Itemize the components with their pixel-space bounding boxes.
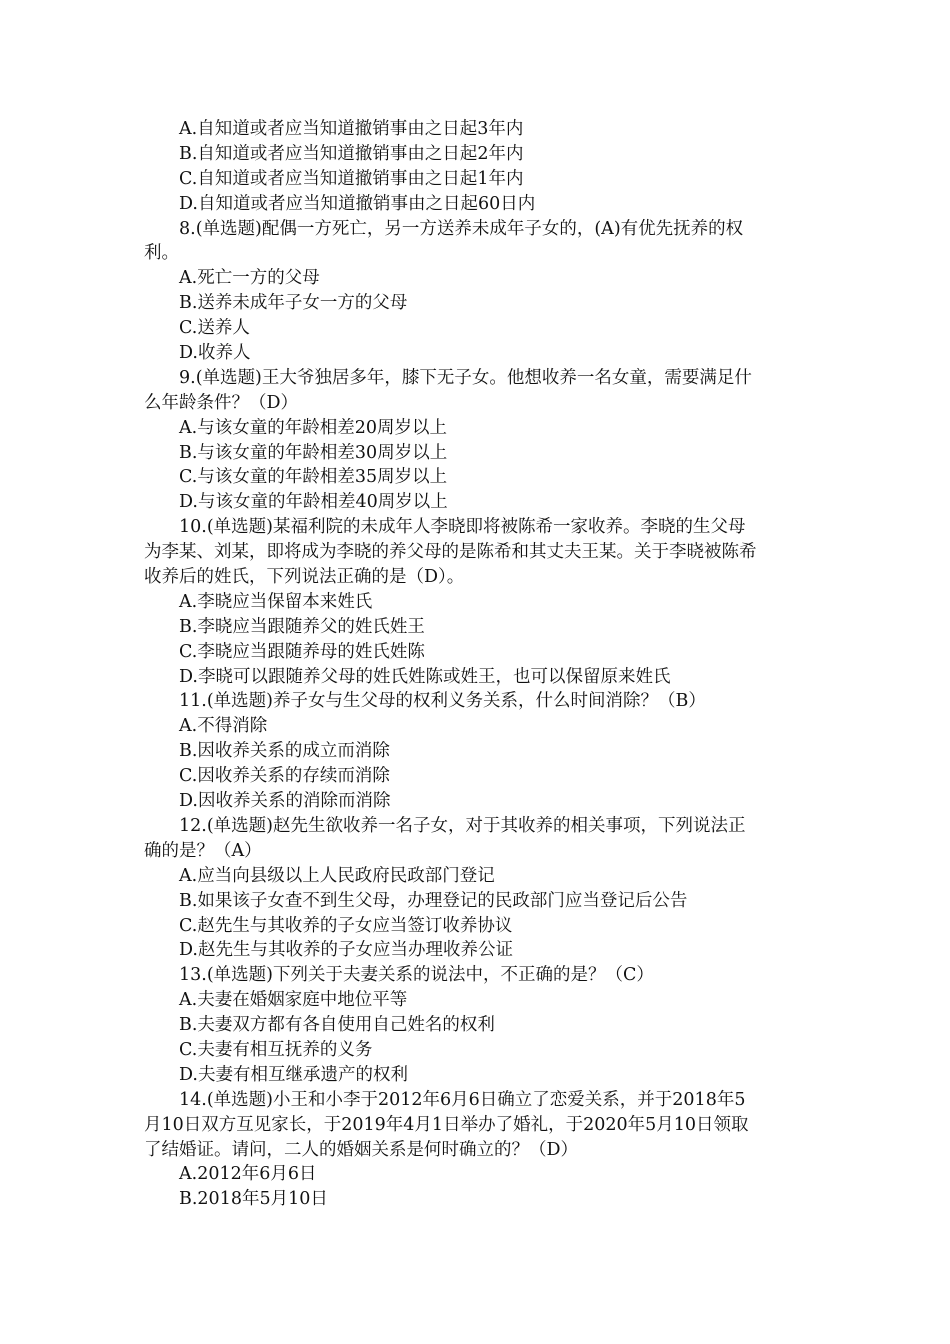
answer-option: A.自知道或者应当知道撤销事由之日起3年内 [179,119,524,139]
answer-option: A.死亡一方的父母 [179,268,320,289]
page-body [144,117,812,1212]
answer-option: A.2012年6月6日 [179,1164,317,1185]
answer-option: A.应当向县级以上人民政府民政部门登记 [179,865,495,886]
answer-option: B.如果该子女查不到生父母，办理登记的民政部门应当登记后公告 [179,890,688,911]
question-text: 8.(单选题)配偶一方死亡，另一方送养未成年子女的，(A)有优先抚养的权 [179,218,744,239]
answer-option: C.因收养关系的存续而消除 [179,766,390,787]
answer-option: D.赵先生与其收养的子女应当办理收养公证 [179,940,513,961]
question-text: 14.(单选题)小王和小李于2012年6月6日确立了恋爱关系，并于2018年5 [179,1089,746,1110]
answer-option: D.因收养关系的消除而消除 [179,791,391,812]
answer-option: D.与该女童的年龄相差40周岁以上 [179,492,448,513]
question-continuation: 收养后的姓氏，下列说法正确的是（D）。 [144,567,465,588]
answer-option: C.夫妻有相互抚养的义务 [179,1039,373,1060]
question-continuation: 月10日双方互见家长，于2019年4月1日举办了婚礼，于2020年5月10日领取 [144,1114,749,1135]
answer-option: C.李晓应当跟随养母的姓氏姓陈 [179,641,425,662]
question-text: 13.(单选题)下列关于夫妻关系的说法中，不正确的是？（C） [179,965,654,986]
question-continuation: 么年龄条件？（D） [144,392,299,413]
answer-option: B.因收养关系的成立而消除 [179,741,390,762]
question-text: 12.(单选题)赵先生欲收养一名子女，对于其收养的相关事项，下列说法正 [179,815,746,836]
answer-option: D.夫妻有相互继承遗产的权利 [179,1064,408,1085]
question-continuation: 了结婚证。请问，二人的婚姻关系是何时确立的？（D） [144,1139,579,1160]
answer-option: C.送养人 [179,318,250,339]
answer-option: C.赵先生与其收养的子女应当签订收养协议 [179,915,513,936]
answer-option: D.自知道或者应当知道撤销事由之日起60日内 [179,193,536,214]
question-continuation: 利。 [144,243,179,264]
answer-option: B.李晓应当跟随养父的姓氏姓王 [179,616,425,637]
question-text: 10.(单选题)某福利院的未成年人李晓即将被陈希一家收养。李晓的生父母 [179,517,746,538]
answer-option: B.自知道或者应当知道撤销事由之日起2年内 [179,143,524,164]
answer-option: A.李晓应当保留本来姓氏 [179,591,373,612]
answer-option: D.收养人 [179,343,251,364]
answer-option: B.与该女童的年龄相差30周岁以上 [179,442,448,463]
question-text: 11.(单选题)养子女与生父母的权利义务关系，什么时间消除？（B） [179,691,706,712]
question-text: 9.(单选题)王大爷独居多年，膝下无子女。他想收养一名女童，需要满足什 [179,367,752,388]
answer-option: B.2018年5月10日 [179,1189,328,1210]
answer-option: A.不得消除 [179,716,268,737]
answer-option: C.与该女童的年龄相差35周岁以上 [179,467,448,488]
answer-option: B.夫妻双方都有各自使用自己姓名的权利 [179,1015,495,1036]
question-continuation: 确的是？（A） [144,840,262,861]
answer-option: B.送养未成年子女一方的父母 [179,293,408,314]
answer-option: A.与该女童的年龄相差20周岁以上 [179,417,447,438]
answer-option: C.自知道或者应当知道撤销事由之日起1年内 [179,168,524,189]
answer-option: A.夫妻在婚姻家庭中地位平等 [179,990,408,1011]
answer-option: D.李晓可以跟随养父母的姓氏姓陈或姓王，也可以保留原来姓氏 [179,666,671,687]
question-continuation: 为李某、刘某，即将成为李晓的养父母的是陈希和其丈夫王某。关于李晓被陈希 [144,542,757,563]
